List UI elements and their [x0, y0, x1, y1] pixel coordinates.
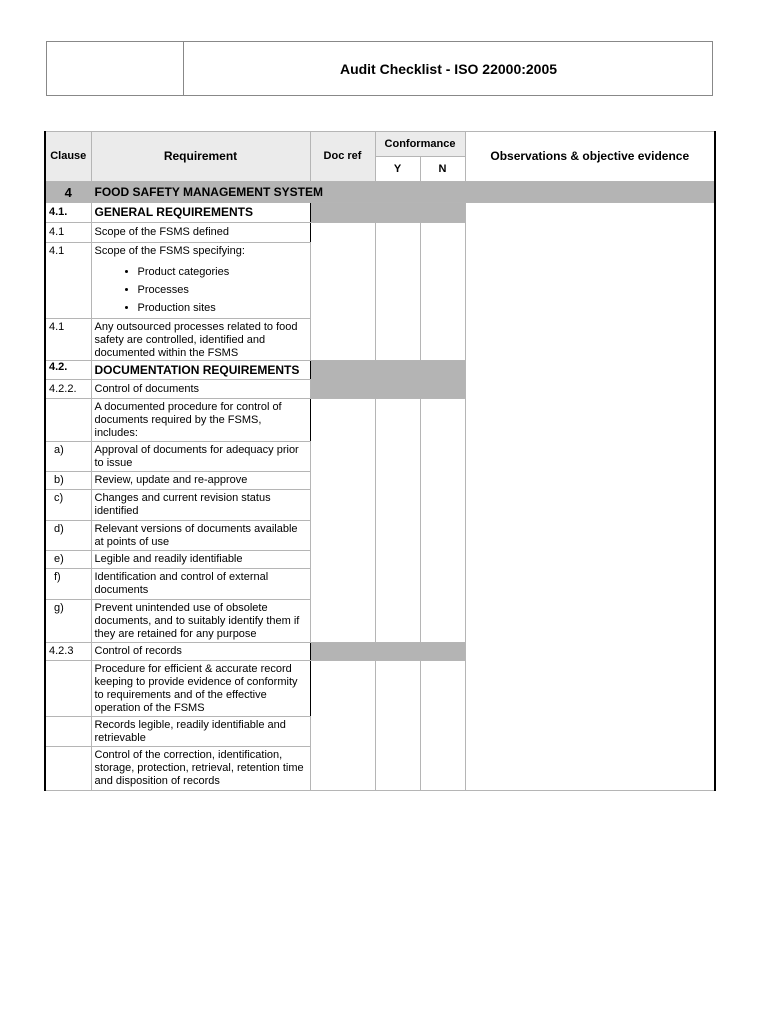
doc-ref-header: Doc ref: [310, 132, 375, 182]
clause-cell: 4.1: [45, 319, 91, 361]
logo-cell: [47, 42, 184, 95]
conformance-y-cell[interactable]: [375, 399, 420, 643]
clause-cell: 4.1.: [45, 203, 91, 223]
requirement-cell: Procedure for efficient & accurate record keeping to provide evidence of conformity to requirements and of the effective operation of the FSMS: [91, 661, 310, 717]
doc-ref-cell[interactable]: [310, 223, 375, 361]
shaded-cell: [310, 203, 465, 223]
doc-ref-cell[interactable]: [310, 399, 375, 643]
clause-cell: a): [45, 442, 91, 472]
requirement-cell: Control of records: [91, 643, 310, 661]
requirement-cell: Control of documents: [91, 380, 310, 399]
clause-cell: f): [45, 569, 91, 600]
y-header: Y: [375, 157, 420, 182]
doc-ref-cell[interactable]: [310, 661, 375, 791]
requirement-cell: A documented procedure for control of documents required by the FSMS, includes:: [91, 399, 310, 442]
clause-cell: [45, 661, 91, 717]
requirement-cell: Approval of documents for adequacy prior to issue: [91, 442, 310, 472]
conformance-n-cell[interactable]: [420, 223, 465, 361]
clause-cell: d): [45, 521, 91, 551]
bullet-item: • Production sites: [138, 299, 307, 317]
subsection-title: GENERAL REQUIREMENTS: [91, 203, 310, 223]
requirement-cell: Identification and control of external documents: [91, 569, 310, 600]
clause-cell: b): [45, 472, 91, 490]
requirement-cell: Records legible, readily identifiable and retrievable: [91, 717, 310, 747]
bullet-item: • Product categories: [138, 263, 307, 281]
clause-cell: e): [45, 551, 91, 569]
audit-checklist-table: [44, 131, 716, 791]
shaded-cell: [310, 361, 465, 399]
section-title: FOOD SAFETY MANAGEMENT SYSTEM: [91, 182, 715, 203]
document-title: Audit Checklist - ISO 22000:2005: [339, 60, 558, 77]
subsection-title: DOCUMENTATION REQUIREMENTS: [91, 361, 310, 380]
observations-cell[interactable]: [465, 203, 715, 791]
observations-header: Observations & objective evidence: [465, 132, 715, 182]
clause-cell: c): [45, 490, 91, 521]
requirement-cell: Any outsourced processes related to food safety are controlled, identified and documented within the FSMS: [91, 319, 310, 361]
clause-cell: g): [45, 600, 91, 643]
n-header: N: [420, 157, 465, 182]
conformance-n-cell[interactable]: [420, 661, 465, 791]
bullet-list: [95, 263, 307, 317]
clause-cell: [45, 747, 91, 791]
clause-cell: [45, 717, 91, 747]
requirement-header: Requirement: [91, 132, 310, 182]
requirement-cell: Relevant versions of documents available at points of use: [91, 521, 310, 551]
clause-cell: 4.1: [45, 243, 91, 319]
requirement-text: Scope of the FSMS specifying:: [94, 245, 245, 257]
conformance-y-cell[interactable]: [375, 223, 420, 361]
requirement-cell: Changes and current revision status identified: [91, 490, 310, 521]
clause-cell: 4.2.2.: [45, 380, 91, 399]
document-header: [46, 41, 713, 96]
requirement-cell: [91, 243, 310, 319]
requirement-cell: Control of the correction, identification, storage, protection, retrieval, retention time and disposition of records: [91, 747, 310, 791]
clause-cell: 4.1: [45, 223, 91, 243]
bullet-item: • Processes: [138, 281, 307, 299]
clause-cell: 4.2.: [45, 361, 91, 380]
conformance-n-cell[interactable]: [420, 399, 465, 643]
clause-header: Clause: [45, 132, 91, 182]
shaded-cell: [310, 643, 465, 661]
clause-cell: 4.2.3: [45, 643, 91, 661]
requirement-cell: Review, update and re-approve: [91, 472, 310, 490]
clause-cell: [45, 399, 91, 442]
conformance-y-cell[interactable]: [375, 661, 420, 791]
requirement-cell: Scope of the FSMS defined: [91, 223, 310, 243]
conformance-header: Conformance: [375, 132, 465, 157]
section-number: 4: [45, 182, 91, 203]
requirement-cell: Prevent unintended use of obsolete documents, and to suitably identify them if they are retained for any purpose: [91, 600, 310, 643]
requirement-cell: Legible and readily identifiable: [91, 551, 310, 569]
